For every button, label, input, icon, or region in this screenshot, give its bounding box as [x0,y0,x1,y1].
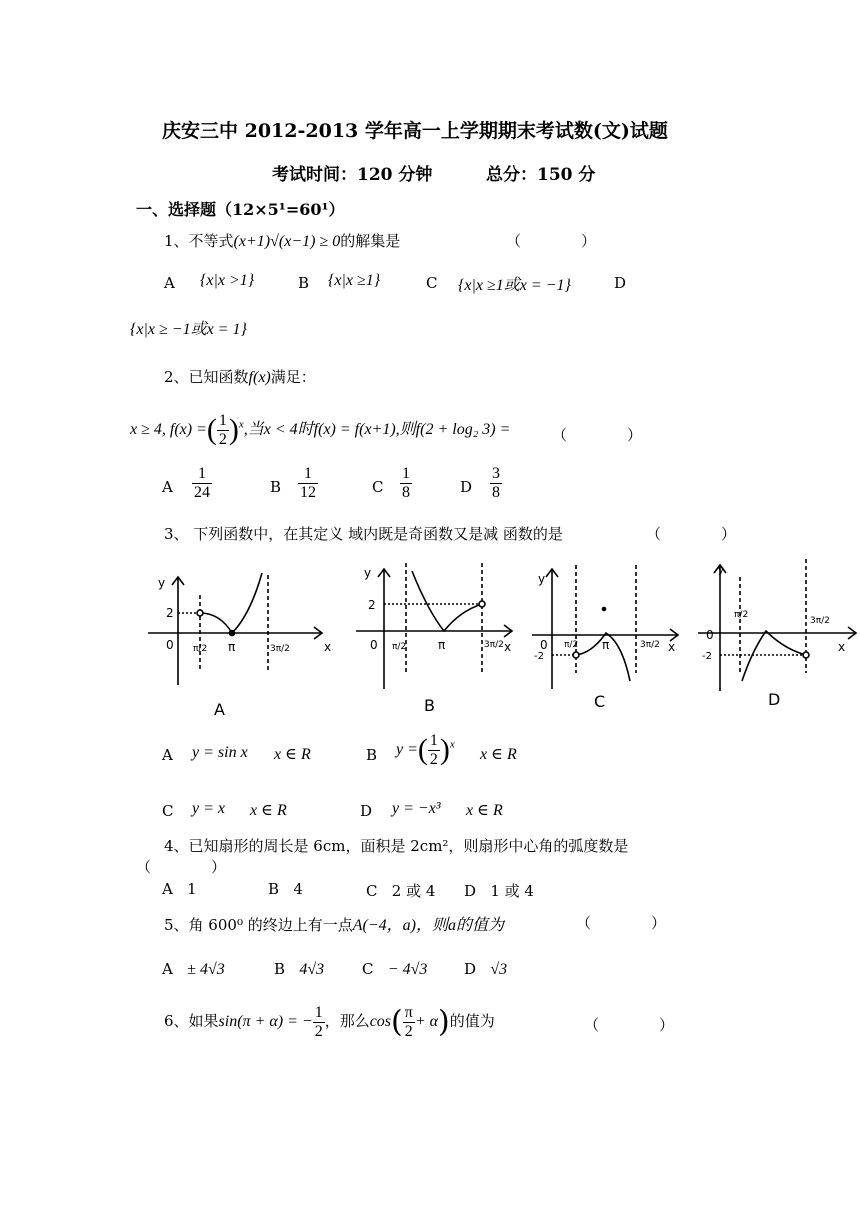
q1-option-a: {x|x >1} [200,272,255,289]
graph-a-curve [200,573,262,633]
graph-a-open-point [197,610,203,616]
q3-option-a-letter: A [162,746,173,764]
q1-option-d: {x|x ≥ −1或x = 1} [130,321,247,338]
q1-option-d-letter: D [614,274,627,292]
graph-b-origin: 0 [370,638,378,652]
q1-option-b-letter: B [298,274,310,292]
q3-graphs [0,555,860,725]
q5-option-c: C − 4√3 [362,960,428,978]
q3-stem: 3、 下列函数中，在其定义 域内既是奇函数又是减 函数的是 [164,525,563,543]
graph-a-point-pi [230,631,235,636]
graph-c [532,565,678,689]
graph-d-x-label: x [838,640,846,654]
q5-option-d: D √3 [464,960,508,978]
graph-c-y-label: y [538,572,546,586]
q2-option-d-letter: D [460,478,473,496]
graph-c-dot [603,608,606,611]
q6-stem: 6、如果sin(π + α) = − $\frac{1}{2}$ ，那么cos( $\frac{\pi}{2}$ + α)的值为 [164,1004,495,1040]
graph-d-pi-half: π/2 [734,610,749,620]
q2-stem: 2、已知函数f(x)满足： [164,368,316,386]
graph-c-open-point [573,652,579,658]
q3-option-b-domain: x ∈ R [480,746,517,763]
graph-c-x-label: x [668,640,676,654]
page-title: 庆安三中 2012-2013 学年高一上学期期末考试数(文)试题 [162,120,668,142]
q3-option-c: y = x [192,800,225,817]
q5-option-b: B 4√3 [274,960,325,978]
graph-b-three-pi-half: 3π/2 [484,640,504,650]
graph-a-caption: A [214,700,225,719]
q3-answer-blank: （ ） [646,525,737,543]
q5-answer-blank: （ ） [576,914,667,932]
graph-d-origin: 0 [706,628,714,642]
q3-option-b-letter: B [366,746,378,764]
graph-c-pi-half: π/2 [564,640,579,650]
graph-c-three-pi-half: 3π/2 [640,640,660,650]
q1-option-a-letter: A [164,274,175,292]
graph-c-pi: π [602,638,610,652]
q4-option-d: D 1 或 4 [464,882,534,900]
q5-option-a: A ± 4√3 [162,960,225,978]
graph-b-x-label: x [504,640,512,654]
q2-option-d: $\frac{3}{8}$ [492,465,500,501]
graph-d [698,559,856,691]
graph-b-two: 2 [368,598,376,612]
q2-condition: x ≥ 4, f(x) =( $\frac{1}{2}$ )$^x$,当x < 4时f(x) = f(x+1),则f(2 + log₂ 3) = [130,412,511,448]
graph-b-curve [412,571,482,631]
q3-option-d-domain: x ∈ R [466,802,503,819]
q3-option-a: y = sin x [192,744,248,761]
q2-option-c-letter: C [372,478,384,496]
graph-d-neg-two: -2 [702,651,712,662]
q2-option-b-letter: B [270,478,282,496]
q3-option-d-letter: D [360,802,373,820]
graph-d-caption: D [768,690,781,709]
q4-option-a: A 1 [162,880,197,898]
q1-option-c: {x|x ≥1或x = −1} [458,277,571,294]
graph-c-origin: 0 [540,638,548,652]
q3-option-c-domain: x ∈ R [250,802,287,819]
q4-option-b: B 4 [268,880,303,898]
graph-c-neg-two: -2 [534,651,544,662]
q1-option-c-letter: C [426,274,438,292]
q3-option-c-letter: C [162,802,174,820]
graph-b-y-label: y [364,566,372,580]
graph-d-open-point [803,652,809,658]
q1-answer-blank: （ ） [506,232,597,250]
q5-stem: 5、角 600⁰ 的终边上有一点A(−4，a)，则a的值为 [164,916,504,934]
graph-a-pi: π [228,640,236,654]
graph-c-caption: C [594,692,606,711]
graph-b-pi: π [438,638,446,652]
graph-b-open-point [479,601,485,607]
graph-a-x-label: x [324,640,332,654]
graph-a-y-label: y [158,576,166,590]
graph-d-curve [742,631,806,681]
total-score: 总分：150 分 [486,165,596,185]
q2-option-c: $\frac{1}{8}$ [402,465,410,501]
q2-answer-blank: （ ） [552,426,643,444]
graph-b-pi-half: π/2 [392,642,407,652]
exam-time: 考试时间：120 分钟 [272,165,433,185]
q4-stem: 4、已知扇形的周长是 6cm，面积是 2cm²，则扇形中心角的弧度数是 [164,837,629,855]
graph-d-y-label: y [718,565,724,576]
q1-stem: 1、不等式(x+1)√(x−1) ≥ 0的解集是 [164,232,401,250]
graph-a-two: 2 [166,606,174,620]
graph-b-caption: B [424,696,435,715]
graph-a-origin: 0 [166,638,174,652]
q4-answer-blank: （ ） [136,858,227,876]
graph-a-three-pi-half: 3π/2 [270,644,290,654]
q2-option-a: $\frac{1}{24}$ [194,465,210,501]
q2-option-b: $\frac{1}{12}$ [300,465,316,501]
q3-option-d: y = −x³ [392,800,441,817]
section-choice-heading: 一、选择题（12×5¹=60¹） [136,200,345,219]
graph-d-three-pi-half: 3π/2 [810,616,830,626]
q2-option-a-letter: A [162,478,173,496]
q6-answer-blank: （ ） [584,1016,675,1034]
graph-a [148,573,322,685]
q3-option-b: y =( $\frac{1}{2}$ )$^x$ [396,732,455,768]
graph-b [356,563,512,689]
graph-a-pi-half: π/2 [193,644,208,654]
q4-option-c: C 2 或 4 [366,882,436,900]
q1-option-b: {x|x ≥1} [328,272,381,289]
q3-option-a-domain: x ∈ R [274,746,311,763]
